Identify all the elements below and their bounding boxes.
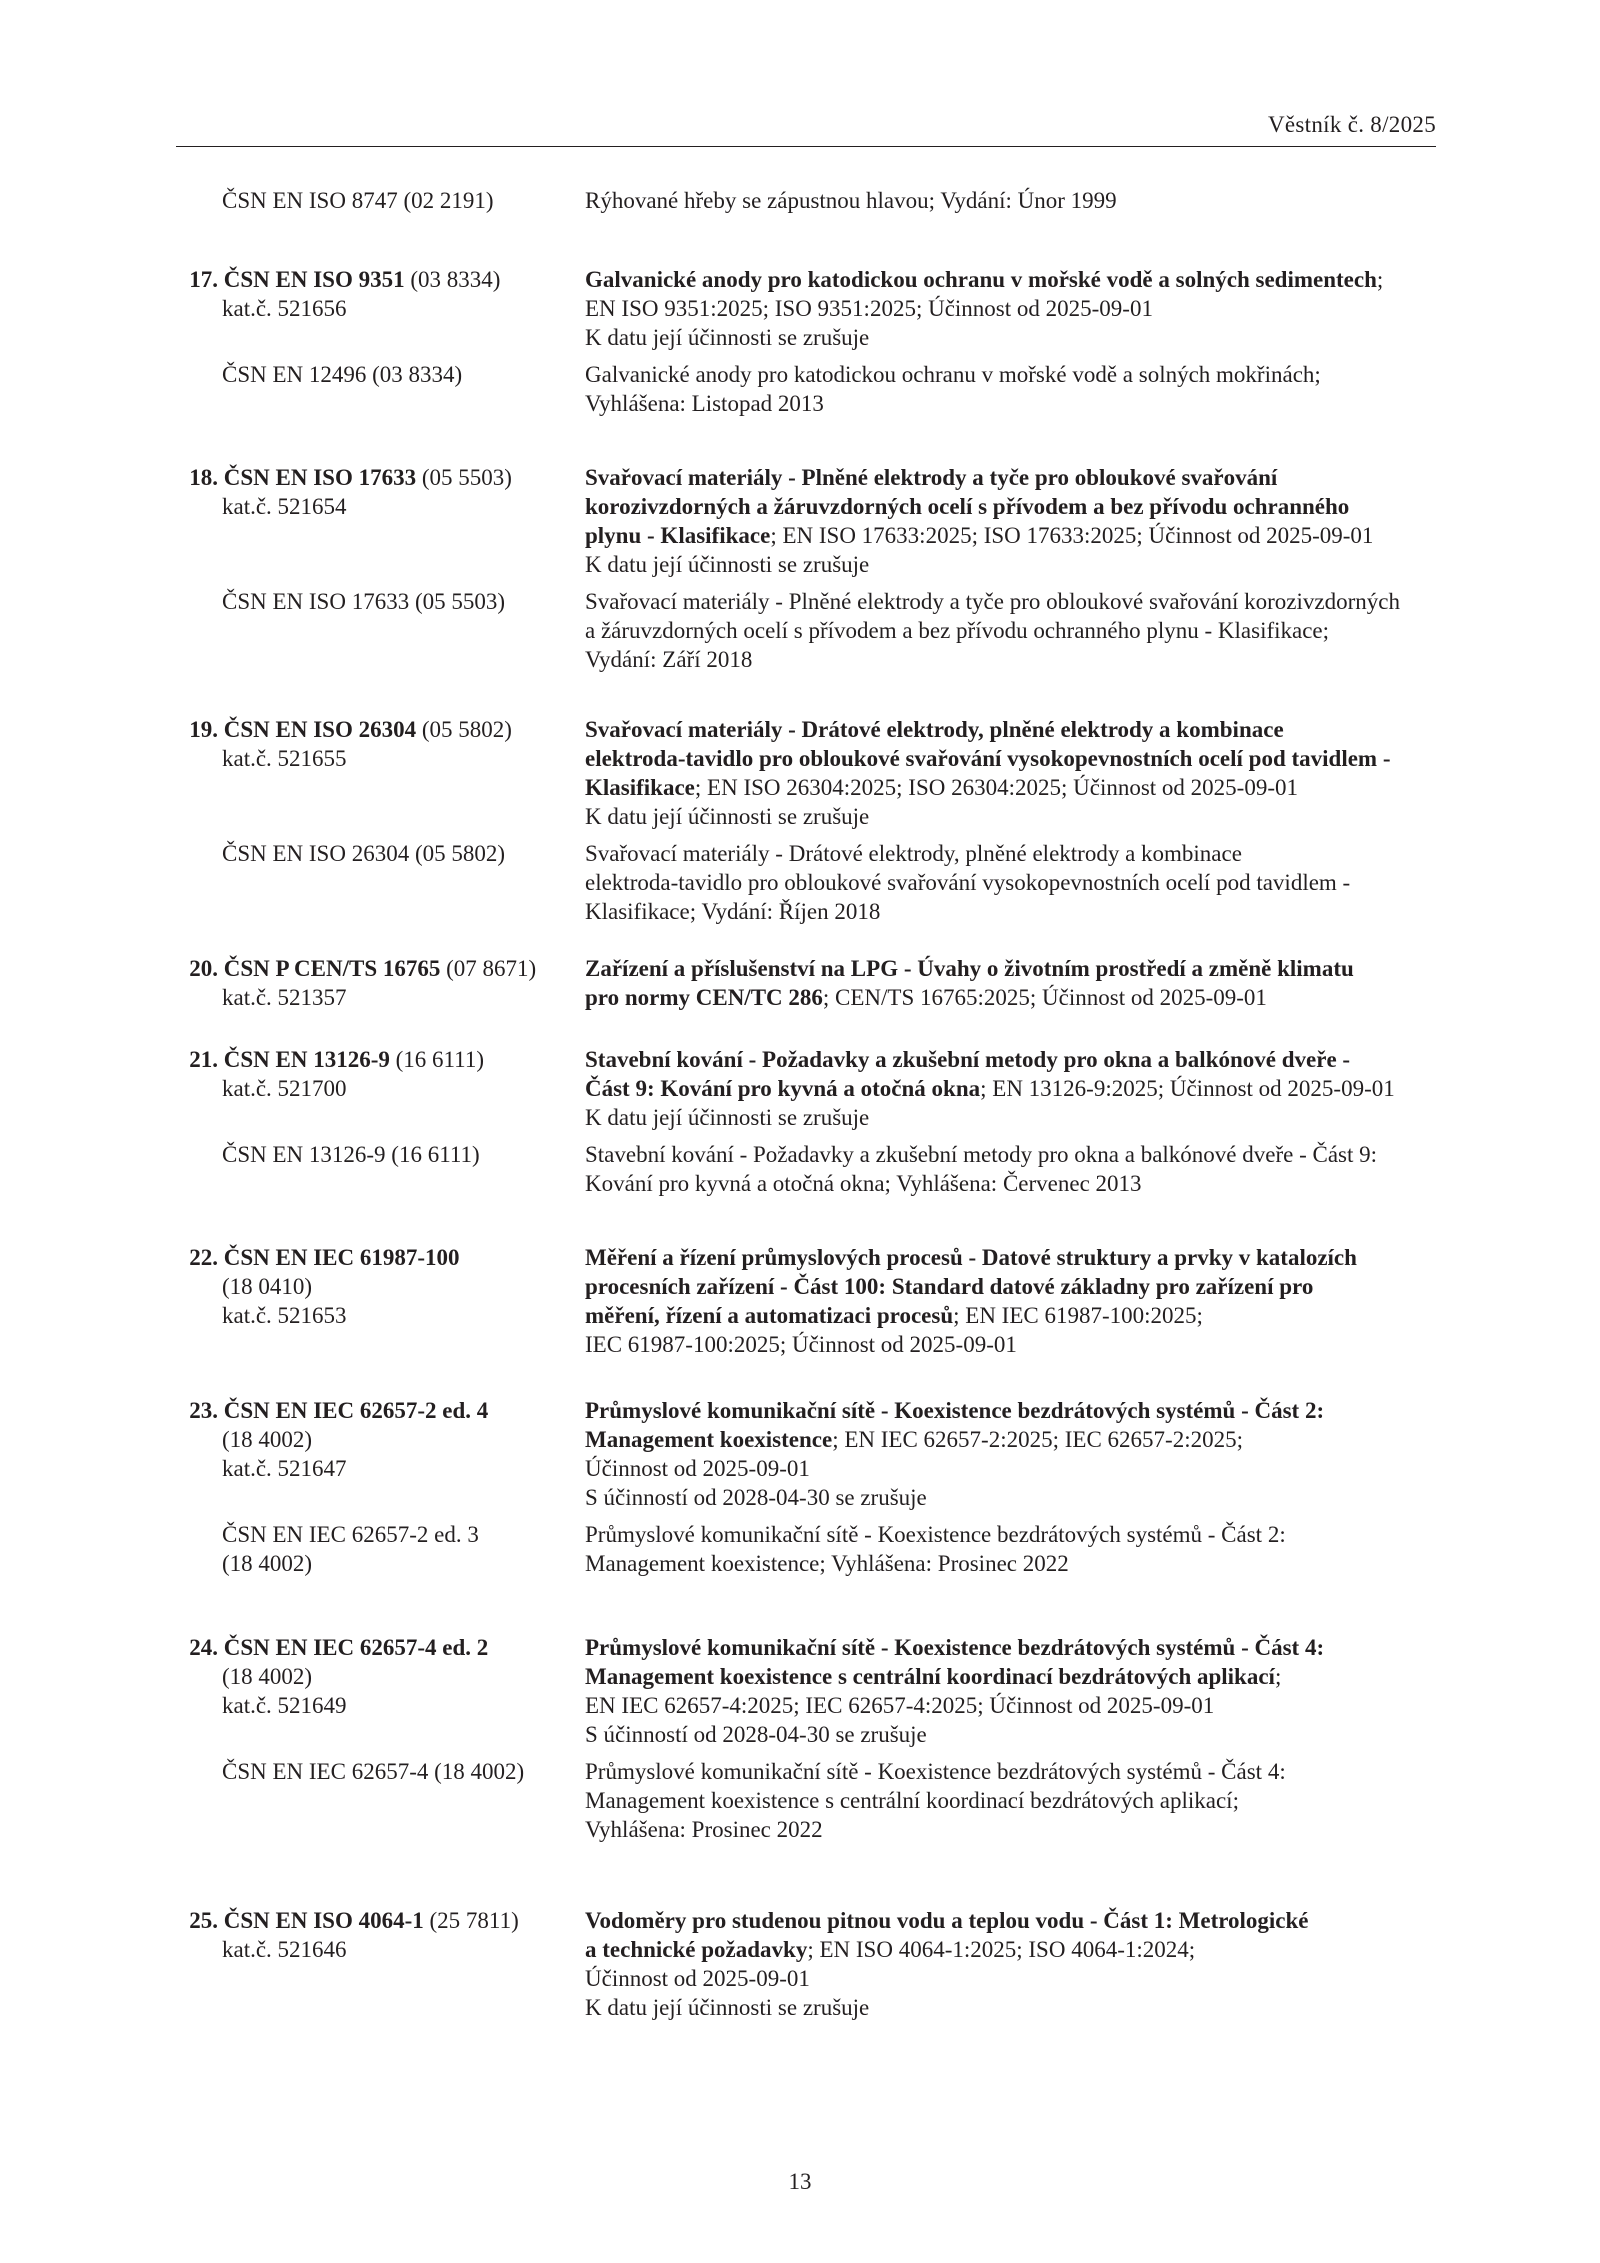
standard-entry <box>0 715 1600 926</box>
description-line <box>585 1454 1445 1483</box>
text: K datu její účinnosti se zrušuje <box>585 552 870 577</box>
replaced-designation: ČSN EN IEC 62657-4 (18 4002) <box>222 1759 525 1784</box>
entry-number: 21. <box>189 1047 218 1072</box>
bold-text: Klasifikace <box>585 775 695 800</box>
text: Vyhlášena: Listopad 2013 <box>585 391 824 416</box>
description-line <box>585 1301 1445 1330</box>
text: (05 5503) <box>416 465 512 490</box>
text: (16 6111) <box>389 1047 484 1072</box>
new-standard-row <box>0 1396 1600 1512</box>
designation-detail: kat.č. 521649 <box>222 1693 347 1718</box>
description-line <box>585 1483 1445 1512</box>
standard-description <box>585 1140 1445 1198</box>
standard-entry <box>0 1243 1600 1359</box>
standard-entry <box>0 1045 1600 1198</box>
description-line <box>585 983 1445 1012</box>
description-line <box>585 1045 1445 1074</box>
text: ; EN IEC 62657-2:2025; IEC 62657-2:2025; <box>832 1427 1243 1452</box>
designation-line <box>0 1633 585 1662</box>
description-line <box>585 645 1445 674</box>
bold-text: Galvanické anody pro katodickou ochranu v mořské vodě a solných sedimentech <box>585 267 1377 292</box>
description-line <box>585 1786 1445 1815</box>
standard-designation <box>0 463 585 579</box>
standard-entry <box>0 1396 1600 1578</box>
text: Stavební kování - Požadavky a zkušební metody pro okna a balkónové dveře - Část 9: <box>585 1142 1378 1167</box>
description-line <box>585 1815 1445 1844</box>
designation-detail: kat.č. 521654 <box>222 494 347 519</box>
text: K datu její účinnosti se zrušuje <box>585 1105 870 1130</box>
description-line <box>585 954 1445 983</box>
description-line <box>585 521 1445 550</box>
designation-detail: (18 4002) <box>222 1427 313 1452</box>
description-line <box>585 1169 1445 1198</box>
description-line <box>585 1549 1445 1578</box>
entry-number: 20. <box>189 956 218 981</box>
description-line <box>585 492 1445 521</box>
designation-detail: (18 0410) <box>222 1274 313 1299</box>
text: Vydání: Září 2018 <box>585 647 753 672</box>
description-line <box>585 1633 1445 1662</box>
text: (25 7811) <box>423 1908 519 1933</box>
description-line <box>585 1662 1445 1691</box>
text: Vyhlášena: Prosinec 2022 <box>585 1817 823 1842</box>
standard-designation <box>0 1906 585 2022</box>
text: Účinnost od 2025-09-01 <box>585 1456 810 1481</box>
description-line <box>585 773 1445 802</box>
description-line <box>585 550 1445 579</box>
designation-detail: kat.č. 521647 <box>222 1456 347 1481</box>
bold-text: ČSN EN 13126-9 <box>223 1047 390 1072</box>
bold-text: plynu - Klasifikace <box>585 523 771 548</box>
standard-designation <box>0 1520 585 1578</box>
new-standard-row <box>0 1045 1600 1132</box>
bold-text: Svařovací materiály - Plněné elektrody a tyče pro obloukové svařování <box>585 465 1278 490</box>
description-line <box>585 1993 1445 2022</box>
replaced-designation: ČSN EN ISO 17633 (05 5503) <box>222 589 506 614</box>
text: S účinností od 2028-04-30 se zrušuje <box>585 1722 927 1747</box>
description-line <box>585 1964 1445 1993</box>
text: EN ISO 9351:2025; ISO 9351:2025; Účinnost od 2025-09-01 <box>585 296 1153 321</box>
description-line <box>585 1691 1445 1720</box>
bold-text: Část 9: Kování pro kyvná a otočná okna <box>585 1076 981 1101</box>
standard-designation <box>0 954 585 1012</box>
bold-text: a technické požadavky <box>585 1937 808 1962</box>
standard-description <box>585 587 1445 674</box>
designation-line <box>0 463 585 492</box>
text: (05 5802) <box>416 717 512 742</box>
text: ; EN ISO 17633:2025; ISO 17633:2025; Účinnost od 2025-09-01 <box>770 523 1374 548</box>
entry-number: 22. <box>189 1245 218 1270</box>
replaced-standard-row <box>0 186 1600 215</box>
standard-description <box>585 1045 1445 1132</box>
bold-text: ČSN EN ISO 26304 <box>223 717 417 742</box>
standard-description <box>585 360 1445 418</box>
description-line <box>585 1906 1445 1935</box>
standard-description <box>585 1633 1445 1749</box>
description-line <box>585 839 1445 868</box>
standard-designation <box>0 1757 585 1844</box>
standard-description <box>585 1520 1445 1578</box>
replaced-standard-row <box>0 839 1600 926</box>
bold-text: procesních zařízení - Část 100: Standard datové základny pro zařízení pro <box>585 1274 1314 1299</box>
replaced-standard-row <box>0 1520 1600 1578</box>
standard-description <box>585 839 1445 926</box>
standard-designation <box>0 715 585 831</box>
text: K datu její účinnosti se zrušuje <box>585 804 870 829</box>
text: Průmyslové komunikační sítě - Koexistence bezdrátových systémů - Část 4: <box>585 1759 1286 1784</box>
text: Účinnost od 2025-09-01 <box>585 1966 810 1991</box>
description-line <box>585 463 1445 492</box>
text: ; EN ISO 26304:2025; ISO 26304:2025; Účinnost od 2025-09-01 <box>694 775 1298 800</box>
text: Svařovací materiály - Plněné elektrody a tyče pro obloukové svařování korozivzdorných <box>585 589 1400 614</box>
entry-number: 23. <box>189 1398 218 1423</box>
bold-text: ČSN P CEN/TS 16765 <box>223 956 441 981</box>
designation-line <box>0 265 585 294</box>
text: Průmyslové komunikační sítě - Koexistence bezdrátových systémů - Část 2: <box>585 1522 1286 1547</box>
standard-designation <box>0 360 585 418</box>
standard-entry <box>0 954 1600 1012</box>
description-line <box>585 868 1445 897</box>
description-line <box>585 897 1445 926</box>
bold-text: ČSN EN IEC 62657-2 ed. 4 <box>223 1398 489 1423</box>
description-line <box>585 186 1445 215</box>
designation-detail: kat.č. 521656 <box>222 296 347 321</box>
entry-number: 19. <box>189 717 218 742</box>
description-line <box>585 715 1445 744</box>
text: Klasifikace; Vydání: Říjen 2018 <box>585 899 881 924</box>
bold-text: ČSN EN ISO 17633 <box>223 465 417 490</box>
bold-text: Průmyslové komunikační sítě - Koexistence bezdrátových systémů - Část 2: <box>585 1398 1325 1423</box>
text: Management koexistence s centrální koordinací bezdrátových aplikací; <box>585 1788 1239 1813</box>
bold-text: Vodoměry pro studenou pitnou vodu a teplou vodu - Část 1: Metrologické <box>585 1908 1309 1933</box>
description-line <box>585 360 1445 389</box>
description-line <box>585 1396 1445 1425</box>
standard-designation <box>0 839 585 926</box>
entry-number: 17. <box>189 267 218 292</box>
replaced-standard-row <box>0 360 1600 418</box>
description-line <box>585 744 1445 773</box>
description-line <box>585 1330 1445 1359</box>
description-line <box>585 616 1445 645</box>
text: Svařovací materiály - Drátové elektrody, plněné elektrody a kombinace <box>585 841 1242 866</box>
entry-number: 24. <box>189 1635 218 1660</box>
description-line <box>585 802 1445 831</box>
standard-entry <box>0 463 1600 674</box>
bold-text: ČSN EN IEC 61987-100 <box>223 1245 460 1270</box>
designation-detail: kat.č. 521655 <box>222 746 347 771</box>
bold-text: Průmyslové komunikační sítě - Koexistence bezdrátových systémů - Část 4: <box>585 1635 1325 1660</box>
text: Kování pro kyvná a otočná okna; Vyhlášena: Červenec 2013 <box>585 1171 1142 1196</box>
replaced-designation: ČSN EN 13126-9 (16 6111) <box>222 1142 480 1167</box>
standard-designation <box>0 186 585 215</box>
designation-detail: kat.č. 521700 <box>222 1076 347 1101</box>
standard-description <box>585 1243 1445 1359</box>
replaced-standard-row <box>0 1757 1600 1844</box>
description-line <box>585 1720 1445 1749</box>
standard-description <box>585 1757 1445 1844</box>
standard-entry <box>0 1633 1600 1844</box>
designation-line <box>0 1906 585 1935</box>
text: ; <box>1376 267 1384 292</box>
standard-designation <box>0 1633 585 1749</box>
replaced-designation: ČSN EN ISO 8747 (02 2191) <box>222 188 494 213</box>
new-standard-row <box>0 1633 1600 1749</box>
bold-text: pro normy CEN/TC 286 <box>585 985 823 1010</box>
designation-line <box>0 1045 585 1074</box>
bold-text: Zařízení a příslušenství na LPG - Úvahy o životním prostředí a změně klimatu <box>585 956 1354 981</box>
replaced-designation: ČSN EN IEC 62657-2 ed. 3 <box>222 1522 479 1547</box>
text: ; CEN/TS 16765:2025; Účinnost od 2025-09-01 <box>822 985 1267 1010</box>
description-line <box>585 265 1445 294</box>
standard-description <box>585 1906 1445 2022</box>
description-line <box>585 1103 1445 1132</box>
description-line <box>585 1757 1445 1786</box>
text: IEC 61987-100:2025; Účinnost od 2025-09-01 <box>585 1332 1017 1357</box>
text: elektroda-tavidlo pro obloukové svařování vysokopevnostních ocelí pod tavidlem - <box>585 870 1351 895</box>
text: ; <box>1274 1664 1282 1689</box>
standard-designation <box>0 1243 585 1359</box>
standard-description <box>585 265 1445 352</box>
new-standard-row <box>0 1243 1600 1359</box>
standard-description <box>585 1396 1445 1512</box>
description-line <box>585 1243 1445 1272</box>
replaced-designation: (18 4002) <box>222 1551 313 1576</box>
text: K datu její účinnosti se zrušuje <box>585 1995 870 2020</box>
standard-entry <box>0 186 1600 215</box>
text: a žáruvzdorných ocelí s přívodem a bez přívodu ochranného plynu - Klasifikace; <box>585 618 1330 643</box>
entry-number: 25. <box>189 1908 218 1933</box>
description-line <box>585 587 1445 616</box>
standard-designation <box>0 265 585 352</box>
text: S účinností od 2028-04-30 se zrušuje <box>585 1485 927 1510</box>
designation-detail: kat.č. 521653 <box>222 1303 347 1328</box>
designation-detail: (18 4002) <box>222 1664 313 1689</box>
replaced-designation: ČSN EN ISO 26304 (05 5802) <box>222 841 506 866</box>
replaced-standard-row <box>0 587 1600 674</box>
bold-text: ČSN EN IEC 62657-4 ed. 2 <box>223 1635 489 1660</box>
bold-text: Měření a řízení průmyslových procesů - Datové struktury a prvky v katalozích <box>585 1245 1357 1270</box>
description-line <box>585 1272 1445 1301</box>
designation-detail: kat.č. 521357 <box>222 985 347 1010</box>
description-line <box>585 1425 1445 1454</box>
standard-description <box>585 463 1445 579</box>
new-standard-row <box>0 1906 1600 2022</box>
text: Galvanické anody pro katodickou ochranu v mořské vodě a solných mokřinách; <box>585 362 1321 387</box>
text: ; EN IEC 61987-100:2025; <box>953 1303 1203 1328</box>
text: Rýhované hřeby se zápustnou hlavou; Vydání: Únor 1999 <box>585 188 1117 213</box>
description-line <box>585 294 1445 323</box>
text: (03 8334) <box>404 267 501 292</box>
new-standard-row <box>0 463 1600 579</box>
standard-description <box>585 954 1445 1012</box>
text: K datu její účinnosti se zrušuje <box>585 325 870 350</box>
text: Management koexistence; Vyhlášena: Prosinec 2022 <box>585 1551 1069 1576</box>
entry-number: 18. <box>189 465 218 490</box>
standard-description <box>585 186 1445 215</box>
page-number: 13 <box>788 2169 812 2194</box>
description-line <box>585 1520 1445 1549</box>
new-standard-row <box>0 954 1600 1012</box>
standard-entry <box>0 265 1600 418</box>
designation-line <box>0 1396 585 1425</box>
bold-text: Management koexistence s centrální koordinací bezdrátových aplikací <box>585 1664 1275 1689</box>
bold-text: Stavební kování - Požadavky a zkušební metody pro okna a balkónové dveře - <box>585 1047 1351 1072</box>
designation-line <box>0 715 585 744</box>
bold-text: Svařovací materiály - Drátové elektrody, plněné elektrody a kombinace <box>585 717 1284 742</box>
replaced-standard-row <box>0 1140 1600 1198</box>
replaced-designation: ČSN EN 12496 (03 8334) <box>222 362 463 387</box>
description-line <box>585 323 1445 352</box>
standard-designation <box>0 1396 585 1512</box>
bold-text: elektroda-tavidlo pro obloukové svařování vysokopevnostních ocelí pod tavidlem - <box>585 746 1391 771</box>
text: ; EN ISO 4064-1:2025; ISO 4064-1:2024; <box>807 1937 1196 1962</box>
designation-line <box>0 954 585 983</box>
standard-description <box>585 715 1445 831</box>
bold-text: měření, řízení a automatizaci procesů <box>585 1303 954 1328</box>
designation-line <box>0 1243 585 1272</box>
new-standard-row <box>0 265 1600 352</box>
description-line <box>585 389 1445 418</box>
header-rule <box>176 146 1436 147</box>
designation-detail: kat.č. 521646 <box>222 1937 347 1962</box>
standard-designation <box>0 1045 585 1132</box>
text: EN IEC 62657-4:2025; IEC 62657-4:2025; Účinnost od 2025-09-01 <box>585 1693 1215 1718</box>
description-line <box>585 1935 1445 1964</box>
standard-designation <box>0 1140 585 1198</box>
bold-text: ČSN EN ISO 4064-1 <box>223 1908 424 1933</box>
new-standard-row <box>0 715 1600 831</box>
journal-header: Věstník č. 8/2025 <box>1268 112 1436 137</box>
bold-text: korozivzdorných a žáruvzdorných ocelí s přívodem a bez přívodu ochranného <box>585 494 1350 519</box>
description-line <box>585 1074 1445 1103</box>
description-line <box>585 1140 1445 1169</box>
text: (07 8671) <box>440 956 537 981</box>
bold-text: Management koexistence <box>585 1427 833 1452</box>
standard-entry <box>0 1906 1600 2022</box>
standard-designation <box>0 587 585 674</box>
text: ; EN 13126-9:2025; Účinnost od 2025-09-01 <box>980 1076 1395 1101</box>
bold-text: ČSN EN ISO 9351 <box>223 267 405 292</box>
